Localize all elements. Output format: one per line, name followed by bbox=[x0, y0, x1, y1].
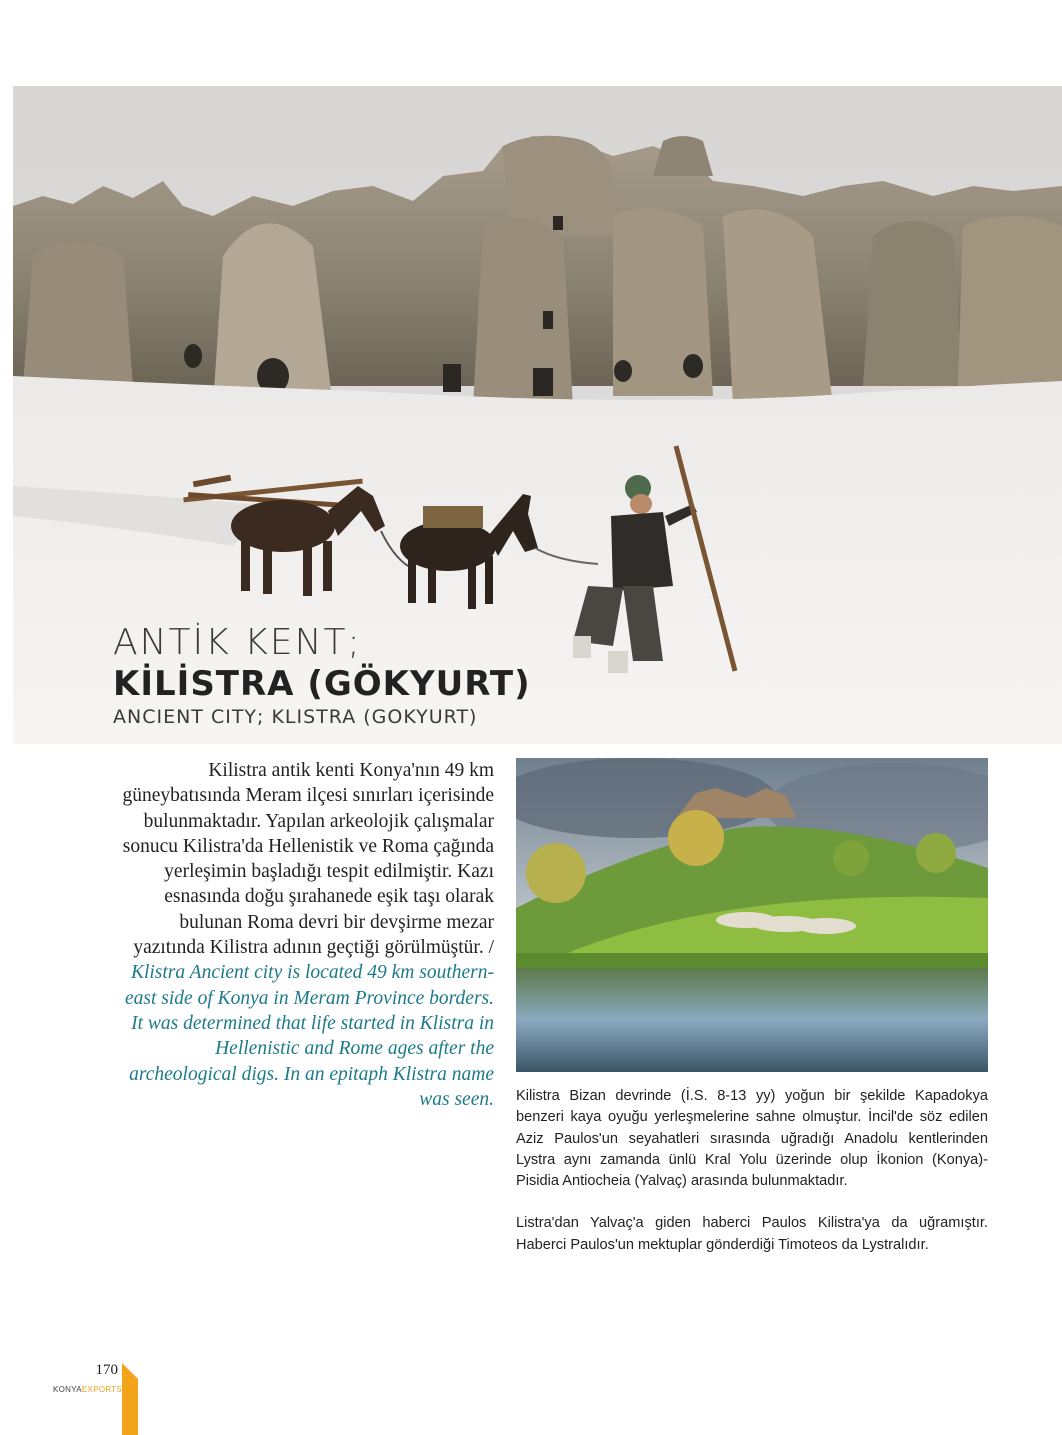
landscape-photo-illustration bbox=[516, 758, 988, 1072]
magazine-name-part2: EXPORTS bbox=[81, 1385, 123, 1394]
title-antik-kent: ANTİK KENT; bbox=[113, 622, 362, 663]
caption-paragraph-2: Listra'dan Yalvaç'a giden haberci Paulos Kilistra'ya da uğramıştır. Haberci Paulos'un mektuplar gönderdiği Timoteos da Lystralıdır. bbox=[516, 1215, 988, 1253]
title-kilistra: KİLİSTRA (GÖKYURT) bbox=[113, 664, 531, 704]
page-number: 170 bbox=[95, 1362, 118, 1378]
magazine-name bbox=[53, 1385, 123, 1394]
article-body bbox=[110, 758, 494, 1112]
article-english: Klistra Ancient city is located 49 km southern-east side of Konya in Meram Province borders. It was determined that life started in Klistra in Hellenistic and Rome ages after the archeological digs. In an epitaph Klistra name was seen. bbox=[125, 962, 494, 1110]
magazine-name-part1: KONYA bbox=[53, 1385, 82, 1394]
title-block bbox=[113, 622, 533, 730]
photo-caption bbox=[516, 1086, 988, 1277]
subtitle-english: ANCIENT CITY; KLISTRA (GOKYURT) bbox=[113, 706, 478, 728]
article-turkish: Kilistra antik kenti Konya'nın 49 km güneybatısında Meram ilçesi sınırları içerisinde bulunmaktadır. Yapılan arkeolojik çalışmalar sonucu Kilistra'da Hellenistik ve Roma çağında yerleşimin başladığı tespit edilmiştir. Kazı esnasında doğu şırahanede eşik taşı olarak bulunan Roma devri bir devşirme mezar yazıtında Kilistra adının geçtiği görülmüştür. / bbox=[122, 760, 494, 959]
caption-paragraph-1: Kilistra Bizan devrinde (İ.S. 8-13 yy) yoğun bir şekilde Kapadokya benzeri kaya oyuğu yerleşmelerine sahne olmuştur. İncil'de söz edilen Aziz Paulos'un seyahatleri sırasında uğradığı Anadolu kentlerinden Lystra aynı zamanda ünlü Kral Yolu üzerinde olup İkonion (Konya)-Pisidia Antiocheia (Yalvaç) arasında bulunmaktadır. bbox=[516, 1088, 988, 1190]
footer-accent-bar bbox=[122, 1363, 138, 1435]
landscape-photo bbox=[516, 758, 988, 1072]
